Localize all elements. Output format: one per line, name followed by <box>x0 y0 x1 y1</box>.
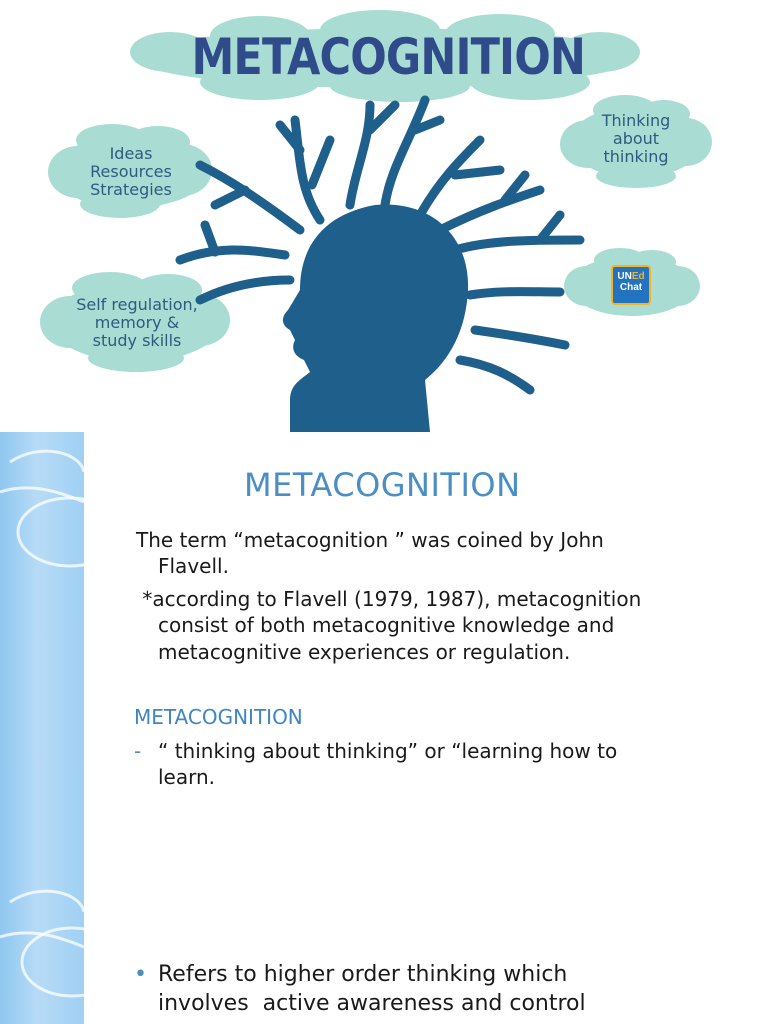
bullet-marker: • <box>134 962 147 987</box>
text-line: metacognitive experiences or regulation. <box>158 639 571 664</box>
infographic-title: METACOGNITION <box>191 28 586 86</box>
cloud-line: memory & <box>94 312 180 332</box>
logo-line-2: Chat <box>619 281 643 293</box>
text-line: Flavell. <box>158 554 229 579</box>
slide-title: METACOGNITION <box>244 466 521 504</box>
metacognition-infographic <box>0 0 768 432</box>
cloud-line: Self regulation, <box>76 295 198 314</box>
definition-item <box>134 738 744 791</box>
cloud-line: about <box>612 128 660 148</box>
slide <box>0 432 768 1024</box>
paragraph-definition-origin <box>136 527 746 580</box>
self-regulation-cloud-text <box>52 296 222 350</box>
ideas-cloud-text <box>56 145 206 199</box>
section-subheading: METACOGNITION <box>134 705 303 729</box>
paragraph-flavell <box>136 586 746 665</box>
cloud-line: Ideas <box>109 144 153 163</box>
cloud-line: study skills <box>92 330 182 350</box>
cloud-line: Strategies <box>90 179 172 199</box>
head-silhouette <box>283 205 468 432</box>
text-line: Refers to higher order thinking which <box>158 962 568 987</box>
text-line: consist of both metacognitive knowledge and <box>158 613 615 638</box>
cloud-line: thinking <box>603 146 669 166</box>
strip-swirls <box>0 432 84 1024</box>
text-line: *according to Flavell (1979, 1987), metacognition <box>136 587 642 611</box>
text-line: The term “metacognition ” was coined by John <box>136 528 604 552</box>
cloud-line: Resources <box>90 161 172 181</box>
text-line: “ thinking about thinking” or “learning how to <box>158 739 618 763</box>
bullet-item <box>134 960 754 1018</box>
thinking-cloud-text <box>576 112 696 166</box>
logo-ed: Ed <box>631 271 645 282</box>
dash-marker: - <box>134 739 142 763</box>
text-line: involves active awareness and control <box>158 991 586 1017</box>
text-line: learn. <box>158 765 216 790</box>
slide-decorative-strip <box>0 432 84 1024</box>
logo-un: UN <box>617 271 632 282</box>
cloud-line: Thinking <box>601 111 671 130</box>
unedchat-logo <box>611 265 651 305</box>
